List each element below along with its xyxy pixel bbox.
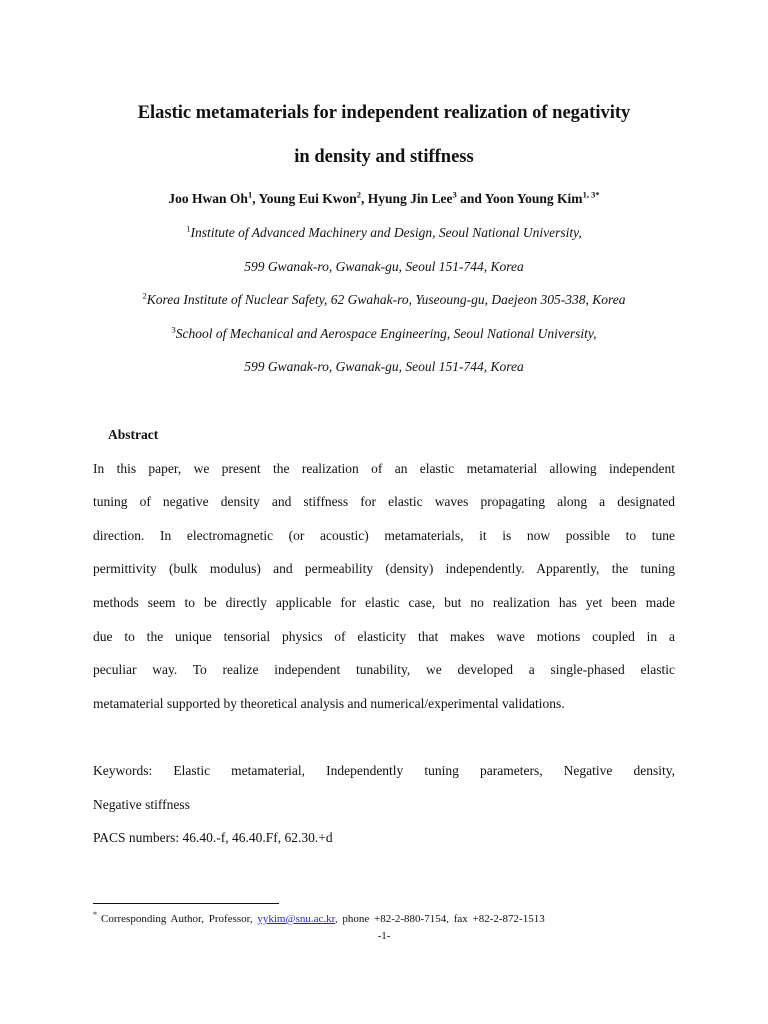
affiliation-mark: 3 [171, 324, 176, 335]
abstract-line: due to the unique tensorial physics of elasticity that makes wave motions coupled in a [93, 629, 675, 644]
author-name: Yoon Young Kim [484, 191, 583, 206]
affiliation-text: School of Mechanical and Aerospace Engineering, Seoul National University, [175, 326, 597, 341]
author-name: Joo Hwan Oh [168, 191, 248, 206]
footnote-mark: * [93, 910, 97, 920]
corresponding-author-footnote [93, 910, 633, 925]
affiliation-text: Korea Institute of Nuclear Safety, 62 Gwahak-ro, Yuseoung-gu, Daejeon 305-338, Korea [146, 292, 626, 307]
author-affiliation-mark: 1 [247, 189, 253, 200]
affiliation-2 [0, 292, 768, 308]
email-link[interactable]: yykim@snu.ac.kr [257, 913, 335, 925]
affiliation-1-address: 599 Gwanak-ro, Gwanak-gu, Seoul 151-744, Korea [244, 259, 524, 274]
affiliation-mark: 1 [186, 223, 191, 234]
abstract-line: methods seem to be directly applicable for elastic case, but no realization has yet been made [93, 595, 675, 610]
author-name: Hyung Jin Lee [367, 191, 453, 206]
abstract-line: direction. In electromagnetic (or acoustic) metamaterials, it is now possible to tune [93, 528, 675, 543]
affiliation-3-address: 599 Gwanak-ro, Gwanak-gu, Seoul 151-744, Korea [244, 359, 524, 374]
abstract-line: permittivity (bulk modulus) and permeability (density) independently. Apparently, the tuning [93, 561, 675, 576]
abstract-line: tuning of negative density and stiffness for elastic waves propagating along a designated [93, 494, 675, 509]
author-affiliation-mark: 2 [356, 189, 361, 200]
title-line-1: Elastic metamaterials for independent realization of negativity [137, 103, 631, 123]
footnote-contact: , phone +82-2-880-7154, fax +82-2-872-1513 [334, 913, 545, 925]
author-separator: , [252, 191, 259, 206]
footnote-text: Corresponding Author, Professor, [101, 913, 253, 925]
title-line-2: in density and stiffness [294, 147, 474, 167]
author-name: Young Eui Kwon [258, 191, 357, 206]
abstract-heading: Abstract [108, 427, 159, 442]
page-number: -1- [377, 930, 391, 942]
footnote-divider [93, 903, 279, 904]
pacs-numbers: PACS numbers: 46.40.-f, 46.40.Ff, 62.30.+d [93, 830, 333, 845]
affiliation-text: Institute of Advanced Machinery and Design, Seoul National University, [190, 225, 582, 240]
affiliation-1 [0, 225, 768, 241]
author-affiliation-mark: 1, 3* [582, 189, 600, 200]
author-separator: , [361, 191, 368, 206]
keywords-line-2: Negative stiffness [93, 797, 190, 812]
keywords-line-1: Keywords: Elastic metamaterial, Independently tuning parameters, Negative density, [93, 763, 675, 778]
affiliation-mark: 2 [142, 290, 147, 301]
author-affiliation-mark: 3 [452, 189, 457, 200]
affiliation-3 [0, 326, 768, 342]
author-separator: and [456, 191, 485, 206]
abstract-line: In this paper, we present the realization of an elastic metamaterial allowing independent [93, 461, 675, 476]
author-list [0, 191, 768, 207]
abstract-line: peculiar way. To realize independent tunability, we developed a single-phased elastic [93, 662, 675, 677]
abstract-line: metamaterial supported by theoretical analysis and numerical/experimental validations. [93, 696, 565, 711]
